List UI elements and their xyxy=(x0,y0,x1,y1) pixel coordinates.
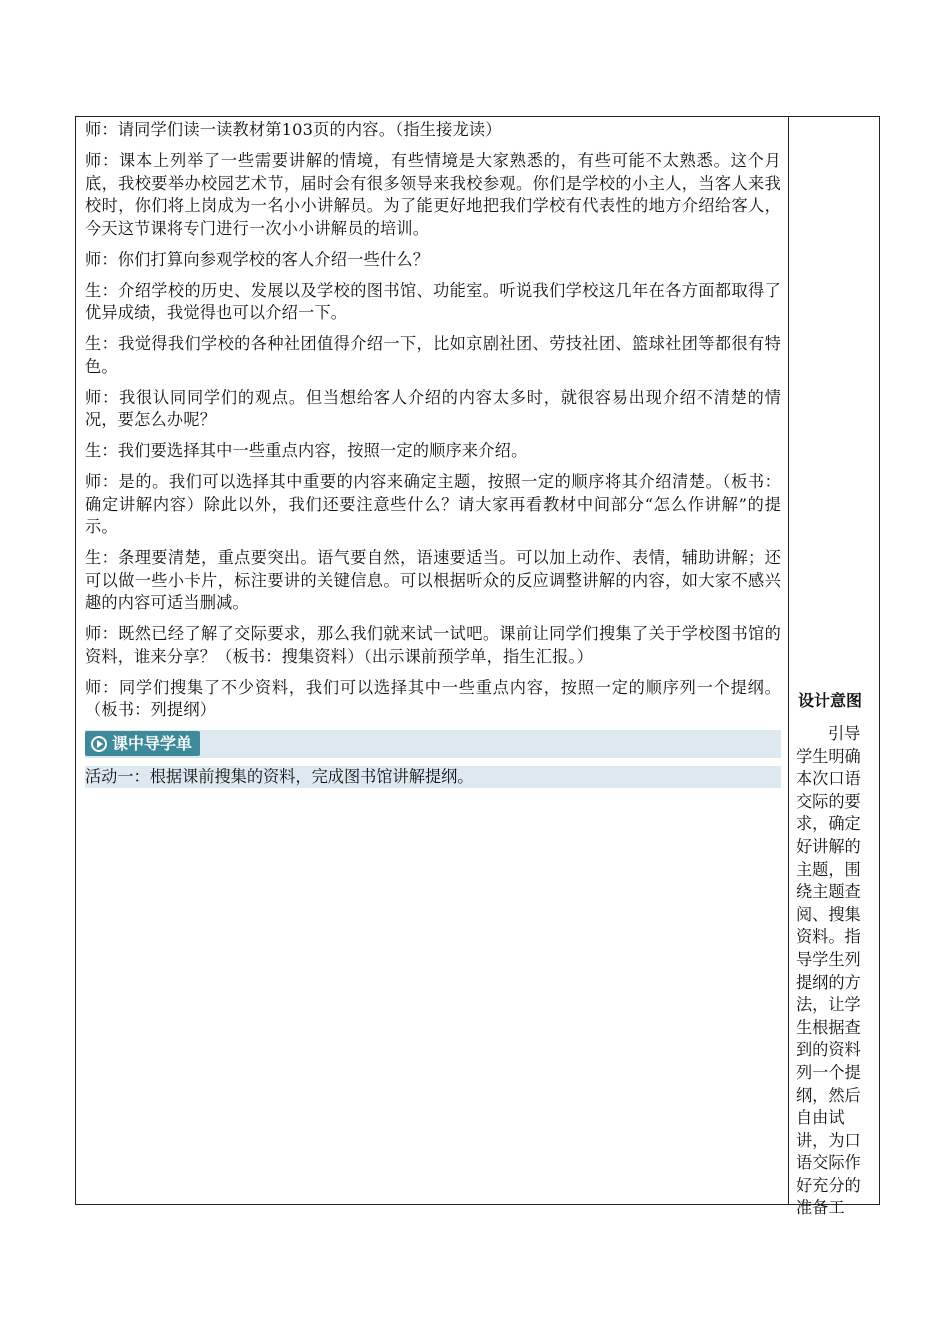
dialogue-paragraph: 生：我觉得我们学校的各种社团值得介绍一下，比如京剧社团、劳技社团、篮球社团等都很有特色。 xyxy=(85,334,781,376)
dialogue-paragraph: 师：课本上列举了一些需要讲解的情境，有些情境是大家熟悉的，有些可能不太熟悉。这个月底，我校要举办校园艺术节，届时会有很多领导来我校参观。你们是学校的小主人，当客人来我校时，你们将上岗成为一名小小讲解员。为了能更好地把我们学校有代表性的地方介绍给客人，今天这节课将专门进行一次小小讲解员的培训。 xyxy=(85,151,781,238)
section-banner xyxy=(85,730,781,758)
lesson-content xyxy=(85,119,781,788)
activity-line: 活动一：根据课前搜集的资料，完成图书馆讲解提纲。 xyxy=(85,766,781,788)
lesson-table xyxy=(75,116,880,1218)
dialogue-paragraph: 师：同学们搜集了不少资料，我们可以选择其中一些重点内容，按照一定的顺序列一个提纲。（板书：列提纲） xyxy=(85,677,781,719)
dialogue-paragraph: 生：条理要清楚，重点要突出。语气要自然，语速要适当。可以加上动作、表情，辅助讲解；还可以做一些小卡片，标注要讲的关键信息。可以根据听众的反应调整讲解的内容，如大家不感兴趣的内容可适当删减。 xyxy=(85,548,781,612)
design-intent-title: 设计意图 xyxy=(798,691,863,710)
dialogue-paragraph: 师：我很认同同学们的观点。但当想给客人介绍的内容太多时，就很容易出现介绍不清楚的情况，要怎么办呢？ xyxy=(85,387,781,429)
dialogue-paragraph: 生：我们要选择其中一些重点内容，按照一定的顺序来介绍。 xyxy=(85,441,528,460)
play-circle-icon xyxy=(91,736,107,752)
section-tag xyxy=(85,731,200,756)
dialogue-paragraph: 师：既然已经了解了交际要求，那么我们就来试一试吧。课前让同学们搜集了关于学校图书馆的资料，谁来分享？（板书：搜集资料）（出示课前预学单，指生汇报。） xyxy=(85,624,781,666)
design-intent-text: 引导学生明确本次口语交际的要求，确定好讲解的主题，围绕主题查阅、搜集资料。指导学生列提纲的方法，让学生根据查到的资料列一个提纲，然后自由试讲，为口语交际作好充分的准备工 xyxy=(796,724,861,1218)
dialogue-paragraph: 生：介绍学校的历史、发展以及学校的图书馆、功能室。听说我们学校这几年在各方面都取得了优异成绩，我觉得也可以介绍一下。 xyxy=(85,280,781,322)
dialogue-paragraph: 师：你们打算向参观学校的客人介绍一些什么？ xyxy=(85,249,430,269)
column-divider xyxy=(788,117,789,1204)
dialogue-paragraph: 师：请同学们读一读教材第103页的内容。（指生接龙读） xyxy=(85,120,502,139)
section-tag-label: 课中导学单 xyxy=(112,734,193,753)
design-intent-column xyxy=(796,690,876,1220)
dialogue-paragraph: 师：是的。我们可以选择其中重要的内容来确定主题，按照一定的顺序将其介绍清楚。（板书：确定讲解内容）除此以外，我们还要注意些什么？请大家再看教材中间部分“怎么作讲解”的提示。 xyxy=(85,472,781,536)
